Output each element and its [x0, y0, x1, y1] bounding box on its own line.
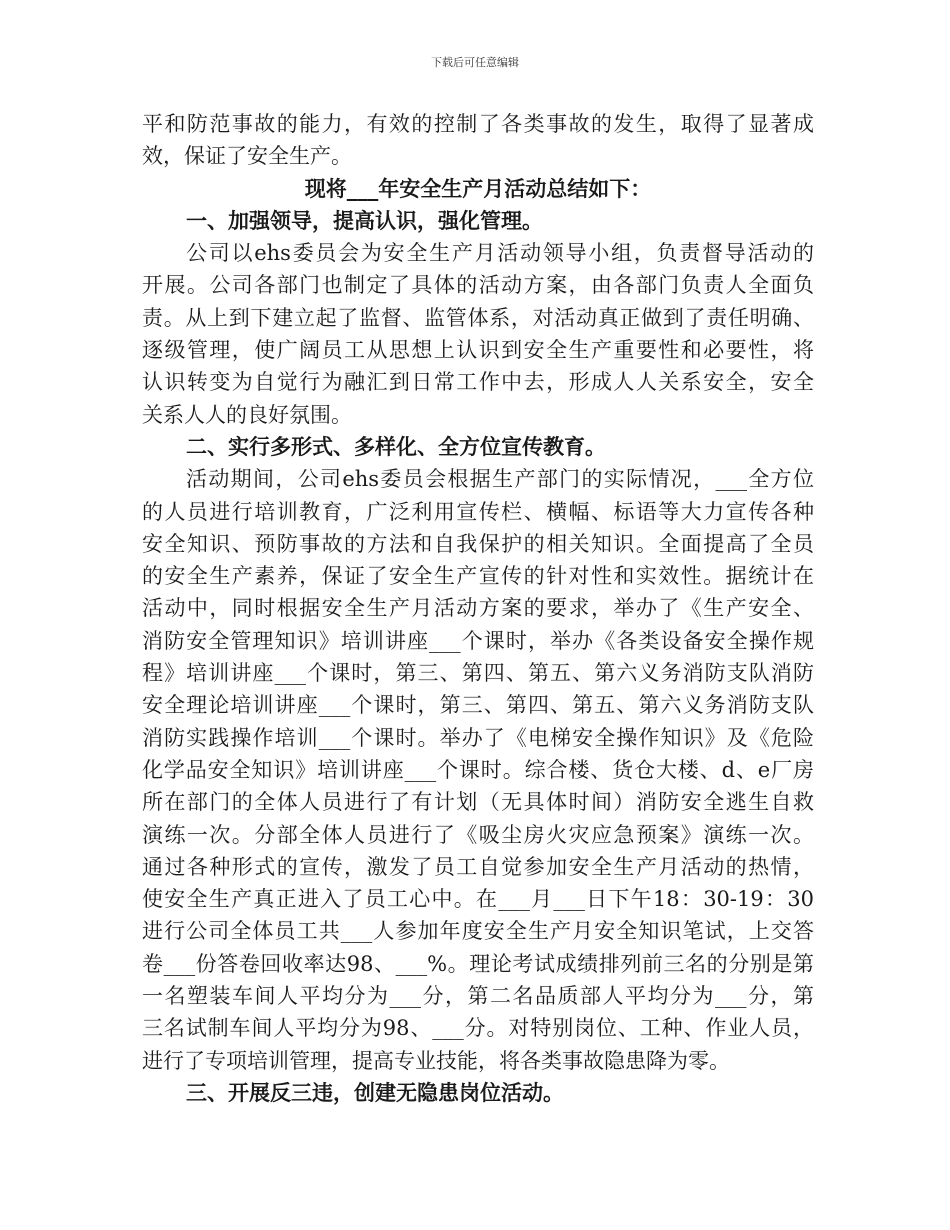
text-line: 的人员进行培训教育，广泛利用宣传栏、横幅、标语等大力宣传各种 — [142, 499, 814, 524]
text-line: 逐级管理，使广阔员工从思想上认识到安全生产重要性和必要性，将 — [142, 338, 814, 363]
text-line: 安全理论培训讲座___个课时，第三、第四、第五、第六义务消防支队 — [142, 693, 814, 718]
page-header: 下载后可任意编辑 — [431, 56, 519, 69]
text-line: 二、实行多形式、多样化、全方位宣传教育。 — [186, 433, 606, 459]
text-line: 安全知识、预防事故的方法和自我保护的相关知识。全面提高了全员 — [142, 531, 814, 556]
text-line: 认识转变为自觉行为融汇到日常工作中去，形成人人关系安全，安全 — [142, 370, 814, 395]
text-line: 所在部门的全体人员进行了有计划（无具体时间）消防安全逃生自救 — [142, 790, 814, 815]
text-line: 进行公司全体员工共___人参加年度安全生产月安全知识笔试，上交答 — [142, 919, 814, 944]
text-line: 一名塑装车间人平均分为___分，第二名品质部人平均分为___分，第 — [142, 984, 814, 1009]
document-body — [142, 108, 814, 1109]
text-line: 平和防范事故的能力，有效的控制了各类事故的发生，取得了显著成 — [142, 112, 814, 136]
text-line: 通过各种形式的宣传，激发了员工自觉参加安全生产月活动的热情， — [142, 854, 814, 879]
text-line: 演练一次。分部全体人员进行了《吸尘房火灾应急预案》演练一次。 — [142, 822, 814, 847]
text-line: 三、开展反三违，创建无隐患岗位活动。 — [186, 1079, 564, 1105]
text-line: 程》培训讲座___个课时，第三、第四、第五、第六义务消防支队消防 — [142, 661, 814, 686]
text-line: 活动期间，公司ehs委员会根据生产部门的实际情况，___全方位 — [186, 467, 814, 492]
text-line: 关系人人的良好氛围。 — [142, 402, 352, 427]
text-line: 的安全生产素养，保证了安全生产宣传的针对性和实效性。据统计在 — [142, 564, 814, 589]
text-line: 公司以ehs委员会为安全生产月活动领导小组，负责督导活动的 — [186, 241, 814, 266]
text-line: 消防安全管理知识》培训讲座___个课时，举办《各类设备安全操作规 — [142, 628, 814, 653]
text-line: 化学品安全知识》培训讲座___个课时。综合楼、货仓大楼、d、e厂房 — [142, 757, 814, 782]
text-line: 开展。公司各部门也制定了具体的活动方案，由各部门负责人全面负 — [142, 273, 814, 298]
text-line: 一、加强领导，提高认识，强化管理。 — [186, 207, 543, 233]
text-line: 三名试制车间人平均分为98、___分。对特别岗位、工种、作业人员， — [142, 1016, 814, 1041]
text-line: 效，保证了安全生产。 — [142, 144, 352, 169]
text-line: 消防实践操作培训___个课时。举办了《电梯安全操作知识》及《危险 — [142, 725, 814, 750]
text-line: 使安全生产真正进入了员工心中。在___月___日下午18：30-19：30 — [142, 887, 814, 912]
text-line: 现将___年安全生产月活动总结如下： — [304, 175, 652, 201]
text-line: 责。从上到下建立起了监督、监管体系，对活动真正做到了责任明确、 — [142, 305, 814, 330]
text-line: 进行了专项培训管理，提高专业技能，将各类事故隐患降为零。 — [142, 1048, 730, 1073]
text-line: 活动中，同时根据安全生产月活动方案的要求，举办了《生产安全、 — [142, 596, 814, 621]
text-line: 卷___份答卷回收率达98、___%。理论考试成绩排列前三名的分别是第 — [142, 951, 814, 976]
